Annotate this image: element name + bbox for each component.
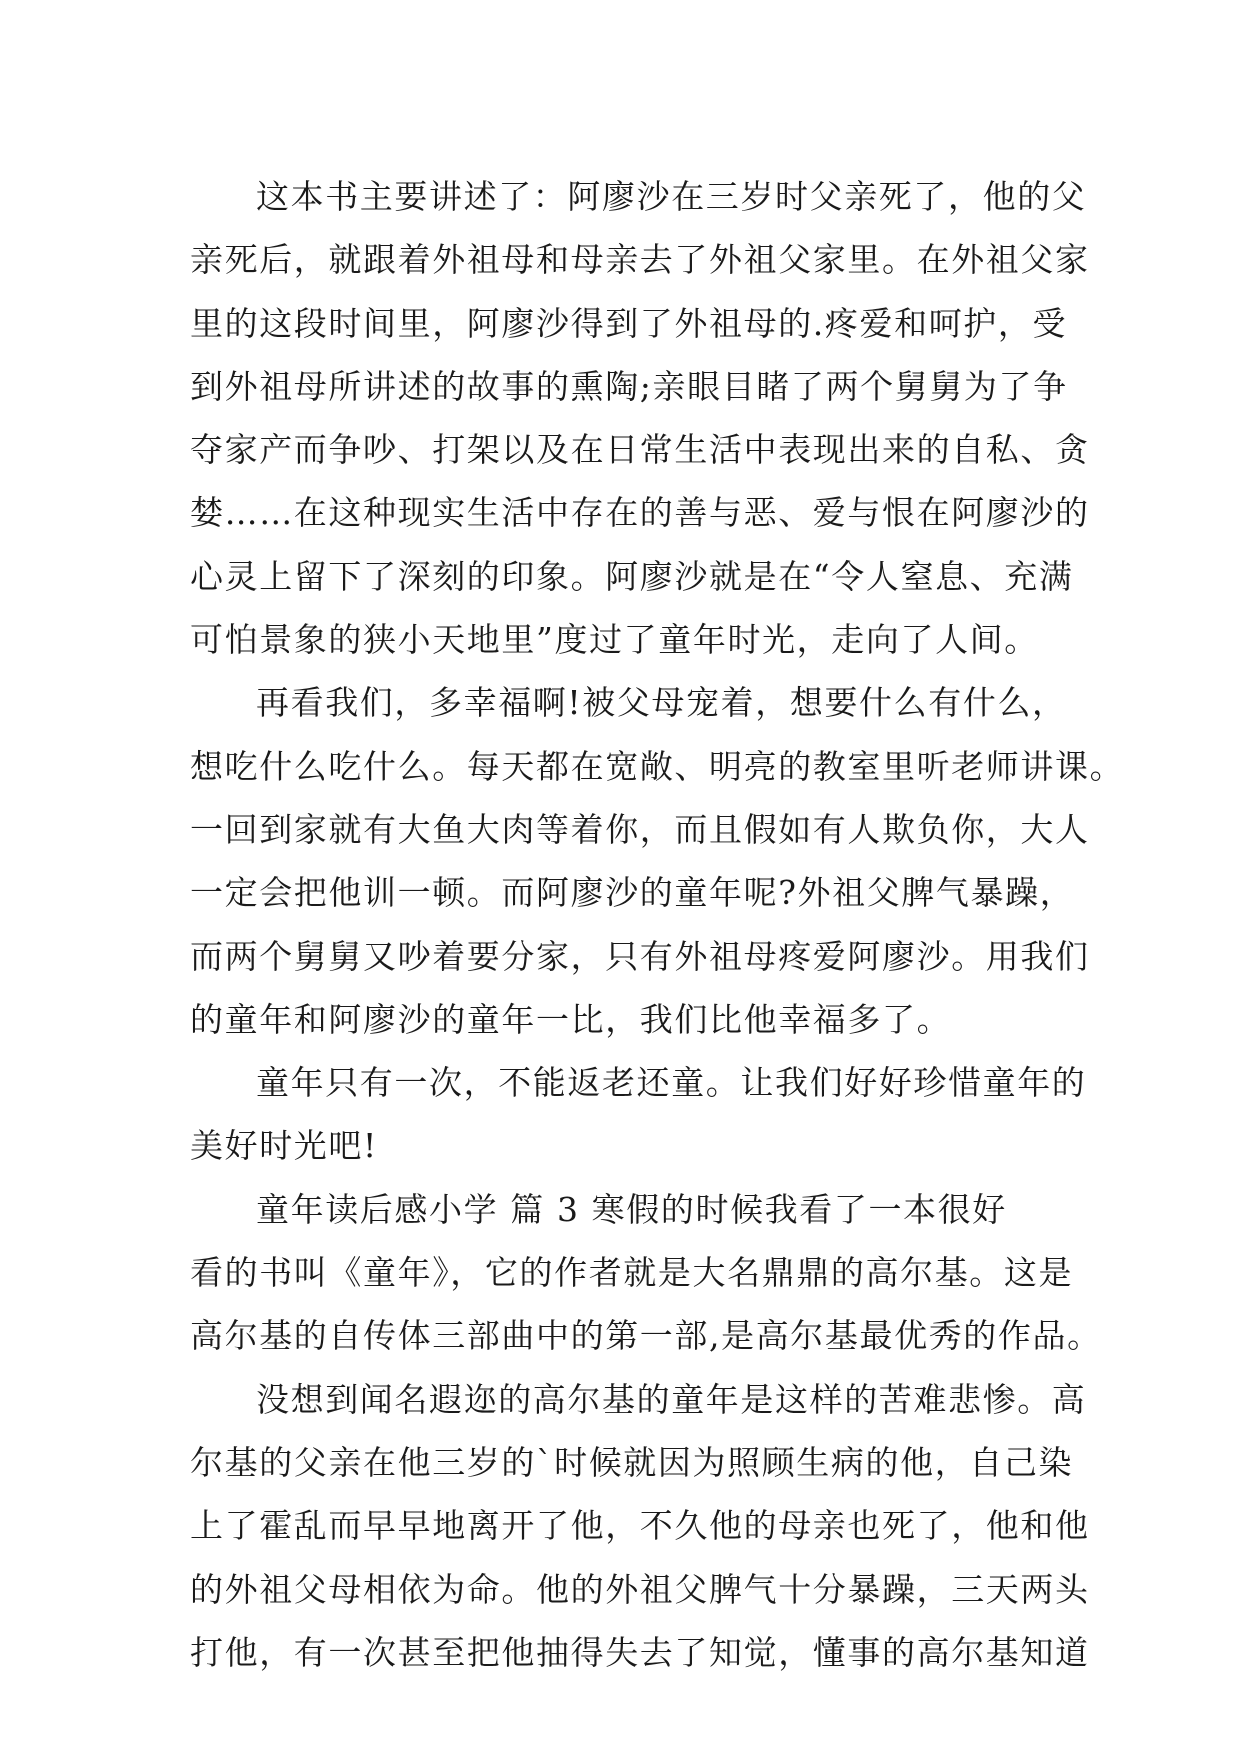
text-line: 的外祖父母相依为命。他的外祖父脾气十分暴躁，三天两头 [190,1569,1090,1609]
text-line: 亲死后，就跟着外祖母和母亲去了外祖父家里。在外祖父家 [190,240,1090,280]
body-text [190,165,1125,1684]
text-line: 再看我们，多幸福啊!被父母宠着，想要什么有什么， [256,683,1067,723]
text-line: 夺家产而争吵、打架以及在日常生活中表现出来的自私、贪 [190,430,1090,470]
text-line: 婪……在这种现实生活中存在的善与恶、爱与恨在阿廖沙的 [190,493,1090,533]
text-line: 童年读后感小学 篇 3 寒假的时候我看了一本很好 [256,1189,1007,1229]
text-line: 可怕景象的狭小天地里”度过了童年时光，走向了人间。 [190,620,1039,660]
text-line: 上了霍乱而早早地离开了他，不久他的母亲也死了，他和他 [190,1506,1090,1546]
text-line: 到外祖母所讲述的故事的熏陶;亲眼目睹了两个舅舅为了争 [190,366,1068,406]
text-line: 打他，有一次甚至把他抽得失去了知觉，懂事的高尔基知道 [190,1632,1090,1672]
text-line: 尔基的父亲在他三岁的`时候就因为照顾生病的他，自己染 [190,1442,1074,1482]
text-line: 高尔基的自传体三部曲中的第一部,是高尔基最优秀的作品。 [190,1316,1102,1356]
text-line: 一定会把他训一顿。而阿廖沙的童年呢?外祖父脾气暴躁， [190,873,1075,913]
text-line: 没想到闻名遐迩的高尔基的童年是这样的苦难悲惨。高 [256,1379,1087,1419]
text-line: 的童年和阿廖沙的童年一比，我们比他幸福多了。 [190,999,952,1039]
text-line: 美好时光吧! [190,1126,378,1166]
text-line: 而两个舅舅又吵着要分家，只有外祖母疼爱阿廖沙。用我们 [190,936,1090,976]
text-line: 童年只有一次，不能返老还童。让我们好好珍惜童年的 [256,1063,1087,1103]
text-line: 想吃什么吃什么。每天都在宽敞、明亮的教室里听老师讲课。 [190,746,1125,786]
text-line: 里的这段时间里，阿廖沙得到了外祖母的.疼爱和呵护，受 [190,303,1068,343]
text-line: 看的书叫《童年》，它的作者就是大名鼎鼎的高尔基。这是 [190,1253,1074,1293]
text-line: 这本书主要讲述了：阿廖沙在三岁时父亲死了，他的父 [256,177,1087,216]
text-line: 心灵上留下了深刻的印象。阿廖沙就是在“令人窒息、充满 [190,556,1074,596]
text-line: 一回到家就有大鱼大肉等着你，而且假如有人欺负你，大人 [190,809,1090,849]
